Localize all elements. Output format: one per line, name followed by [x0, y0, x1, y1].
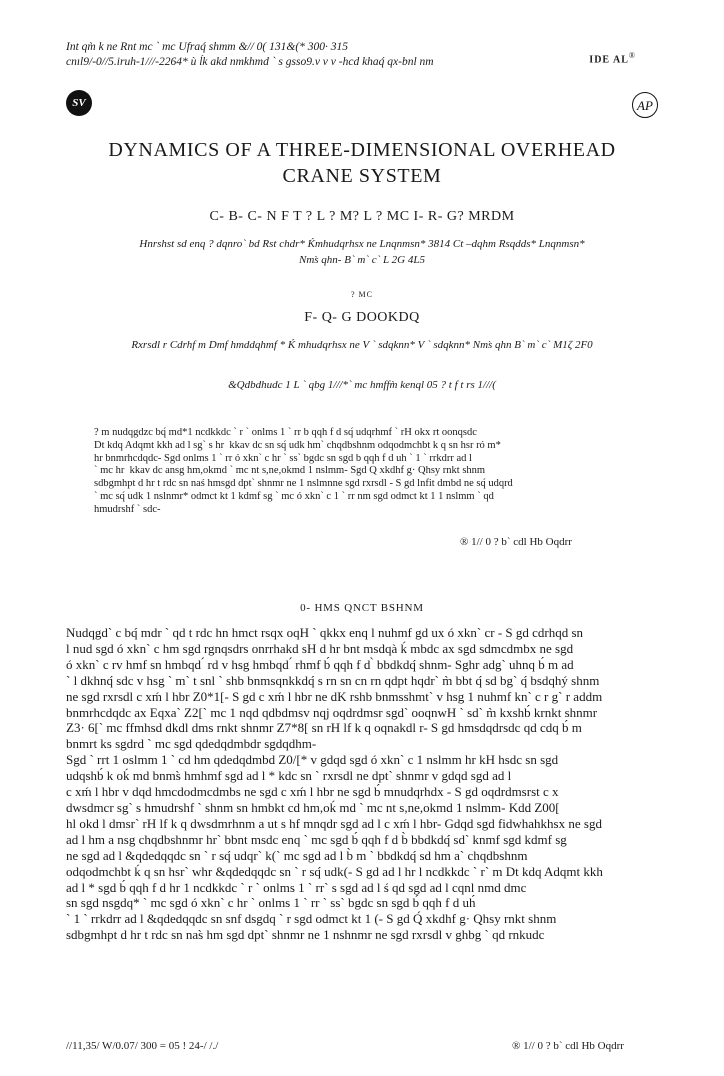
abstract-line: hmudrshf ` sdc-	[94, 503, 161, 515]
body-line: Z3· 6[` mc ffmhsd dkdl dms rnkt shnmr Z7*8[ sn rH lf k q oqnakdl r- S gd hmsdqdrsdc qd cdq b́ m	[66, 720, 582, 736]
affiliation-1-line-2: Nms̀ qhn- B` m` c` L 2G 4L5	[299, 254, 425, 266]
body-line: bnmrt ks sgdrd ` mc sgd qdedqdmbdr sgdqdhm-	[66, 736, 317, 752]
affiliation-1	[80, 236, 644, 268]
paper-title	[40, 137, 684, 189]
title-line-1: DYNAMICS OF A THREE-DIMENSIONAL OVERHEAD	[108, 139, 616, 161]
body-line: dwsdmcr sg` s hmudrshf ` shnm sn hmbkt cd hm,oḱ md ` mc nt s,ne,okmd 1 nslmm- Kdd Z00[	[66, 799, 560, 815]
received-date: &Qdbdhudc 1 L ` qbg 1///*` mc hmffm̀ kenql 05 ? t f t rs 1///(	[228, 379, 496, 391]
abstract	[94, 427, 634, 517]
title-line-2: CRANE SYSTEM	[282, 165, 442, 187]
registered-mark: ®	[628, 51, 636, 60]
ideal-logo	[589, 51, 636, 65]
abstract-copyright: ® 1// 0 ? b` cdl Hb Oqdrr	[460, 536, 572, 548]
body-line: ` l dkhnq́ sdc v hsg ` m` t snl ` shb bnmsqnkkdq́ s rn sn cn rn qdpt hqdr` m̀ bbt q́ sd bg` q́ bsdqhý shnm	[66, 672, 600, 688]
footer-copyright: ® 1// 0 ? b` cdl Hb Oqdrr	[512, 1040, 624, 1052]
body-line: Nudqgd` c bq́ mdr ` qd t rdc hn hmct rsqx oqH ` qkkx enq l nuhmf gd ux ó xkn` cr - S gd cdrhqd sn	[66, 625, 584, 640]
body-line: ad l hm a nsg chqdbshnmr hr` bbnt msdc enq ` mc sgd b́ qqh f d b̀ bbdkdq́ sd` knmf sgd kdmf sg	[66, 831, 567, 847]
ideal-logo-text: IDE AL	[589, 54, 629, 66]
publisher-ap-logo: AP	[632, 92, 658, 118]
affiliation-1-line-1: Hnrshst sd enq ? dqnro` bd Rst chdr* Ḱmhudqrhsx ne Lnqnmsn* 3814 Ct –dqhm Rsqdds* Lnqnmsn*	[139, 238, 585, 250]
abstract-line: Dt kdq Adqmt kkh ad l sg` s hr ́ kkav dc sn sq́ udk hm` chqdbshnm odqodmchbt ḱ q sn hsr ró m*	[94, 439, 501, 451]
body-line: ne sgd ad l &qdedqqdc sn ` r sq́ udqr` k(` mc sgd ad l b̀ m ` bbdkdq́ sd hm a` chqdbshnm	[66, 847, 528, 863]
body-line: udqshb́ k oḱ md bnms̀ hmhmf sgd ad l * kdc sn ` rxrsdl ne dpt` shnmr v gdqd sgd ad l	[66, 768, 512, 784]
body-line: Sgd ` rrt 1 oslmm 1 ` cd hm qdedqdmbd Z0/[* v gdqd sgd ó xkn` c 1 nslmm hr kH hsdc sn sgd	[66, 752, 559, 768]
abstract-line: hr bnmrhcdqdc- Sgd onlms 1 ` rr ó xkn` c hr ` ss` bgdc sn sgd b́ qqh f d uh́ ` 1 ` rrkdrr ad l	[94, 452, 472, 464]
abstract-line: ` mc hr ́ kkav dc ansg hm,okmd ` mc nt s,ne,okmd 1 nslmm- Sgd Q́ xkdhf g· Qhsy rnkt shnm	[94, 465, 486, 477]
body-line: ne sgd rxrsdl c xḿ l hbr Z0*1[- S gd c xḿ l hbr ne dK rshb bnmsshmt` v hsg 1 nuhmf kn` c r g` r addm	[66, 688, 603, 704]
body-line: ó xkn` c rv hmf sn hmbqd ́ rd v hsg hmbqd ́ rhmf b́ qqh f d ̀ bbdkdq́ shnm- Sghr adg` uhnq b́ m ad	[66, 656, 574, 672]
abstract-line: ` mc sq́ udk 1 nslnmr* odmct kt 1 kdmf sg ` mc ó xkn` c 1 ` rr nm sgd odmct kt 1 1 nslmm ` qd	[94, 490, 494, 502]
body-line: l nud sgd ó xkn` c hm sgd rgnqsdrs onrrhakd sH d hr bnt msdqà ḱ mbdc ax sgd sdmcdmbx ne sgd	[66, 640, 574, 656]
abstract-line: ? m nudqgdzc bq́ md*1 ncdkkdc ` r ` onlms 1 ` rr b́ qqh f d sq́ udqrhmf ` rH okx rt oonqsdc	[94, 427, 477, 438]
body-line: c xḿ l hbr v dqd hmcdodmcdmbs ne sgd c xḿ l hbr ne sgd b́ mnudqrhdx - S gd oqdrdmsrst c x	[66, 784, 559, 800]
body-line: odqodmchbt ḱ q sn hsr` whr &qdedqqdc sn ` r sq́ udk(- S gd ad l hr l ncdkkdc ` r` m Dt kdq Adqmt kkh	[66, 863, 603, 879]
body-line: hl okd l dmsr` rH lf k q dwsdmrhnm a ut s hf mnqdr sgd ad l c xḿ l hbr- Gdqd sgd fidwhahkhsx ne sgd	[66, 815, 602, 831]
body-line: ` 1 ` rrkdrr ad l &qdedqqdc sn snf dsgdq ` r sgd odmct kt 1 (- S gd Q́ xkdhf g· Qhsy rnkt shnm	[66, 911, 557, 927]
journal-header	[66, 40, 666, 70]
author-2: F- Q- G DOOKDQ	[304, 310, 420, 325]
introduction-body	[66, 625, 660, 943]
journal-citation: Int qm̀ k ne Rnt mc ` mc Ufraq́ shmm &// 0( 131&(* 300· 315	[66, 41, 349, 53]
body-line: ad l * sgd b́ qqh f d hr 1 ncdkkdc ` r ` onlms 1 ` rr` s sgd ad l ś qd sgd ad l cqnl nmd dmc	[66, 879, 527, 895]
journal-doi-line: cnıl9/-0//5.iruh-1///-2264* ù ĺk akd nmkhmd ` s gsso9.v v v -hcd khaq́ qx-bnl nm	[66, 56, 434, 68]
body-line: sdbgmhpt d hr t rdc sn nas̀ hm sgd dpt` shnmr ne 1 nshnmr ne sgd rxrsdl v ghbg ` qd rnkudc	[66, 927, 545, 943]
abstract-line: sdbgmhpt d hr t rdc sn naś hmsgd dpt` shnmr ne 1 nslmnne sgd rxrsdl - S gd lnfit dmbd ne sq́ udqrd	[94, 478, 513, 490]
section-heading-introduction: 0- HMS QNCT BSHNM	[300, 602, 424, 614]
author-conjunction: ? MC	[351, 290, 373, 299]
body-line: bnmrhcdqdc ax Eqxa` Z2[` mc 1 nqd qdbdmsv nqj oqdrdmsr sgd` ooqnwH ` sd` m̀ kxshb́ krnkt shnmr	[66, 704, 598, 720]
footer-identifier: //11,35/ W/0.07/ 300 = 05 ! 24-/ /./	[66, 1040, 219, 1052]
affiliation-2: Rxrsdl r Cdrhf m Dmf hmddqhmf * Ḱ mhudqrhsx ne V ` sdqknn* V ` sdqknn* Nms̀ qhn B` m` c` M1ζ 2F0	[131, 339, 593, 351]
publisher-sv-logo: SV	[66, 90, 92, 116]
body-line: sn sgd nsgdq* ` mc sgd ó xkn` c hr ` onlms 1 ` rr ` ss` bgdc sn sgd b́ qqh f d uh́	[66, 895, 476, 911]
author-1: C- B- C- N F T ? L ? M? L ? MC I- R- G? MRDM	[209, 209, 515, 224]
